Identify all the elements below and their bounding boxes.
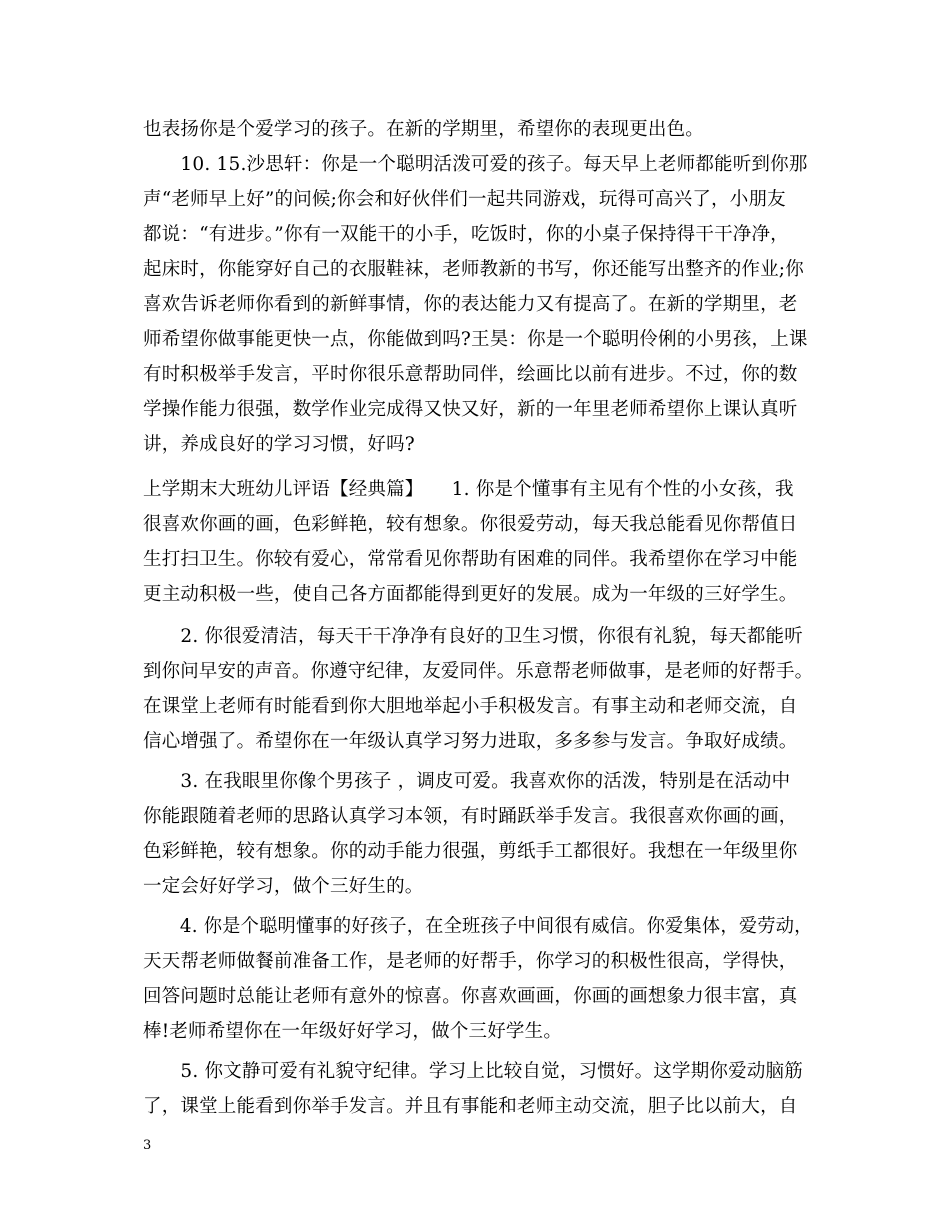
text-line: 你能跟随着老师的思路认真学习本领，有时踊跃举手发言。我很喜欢你画的画， [143,806,798,827]
text-line: 在课堂上老师有时能看到你大胆地举起小手积极发言。有事主动和老师交流，自 [143,696,798,717]
section-heading-line: 上学期末大班幼儿评语【经典篇】 1. 你是个懂事有主见有个性的小女孩，我 [143,479,794,500]
text-line: 都说：“有进步。”你有一双能干的小手，吃饭时，你的小桌子保持得干干净净， [143,224,789,245]
text-line: 喜欢告诉老师你看到的新鲜事情，你的表达能力又有提高了。在新的学期里，老 [143,294,798,315]
text-line: 了，课堂上能看到你举手发言。并且有事能和老师主动交流，胆子比以前大，自 [143,1096,798,1117]
text-line: 信心增强了。希望你在一年级认真学习努力进取，多多参与发言。争取好成绩。 [143,731,798,752]
text-line: 2. 你很爱清洁，每天干干净净有良好的卫生习惯，你很有礼貌，每天都能听 [143,626,803,647]
text-line: 起床时，你能穿好自己的衣服鞋袜，老师教新的书写，你还能写出整齐的作业;你 [143,259,804,280]
text-line: 更主动积极一些，使自己各方面都能得到更好的发展。成为一年级的三好学生。 [143,584,798,605]
text-line: 5. 你文静可爱有礼貌守纪律。学习上比较自觉，习惯好。这学期你爱动脑筋 [143,1061,803,1082]
text-line: 一定会好好学习，做个三好生的。 [143,876,424,897]
page-number: 3 [143,1138,152,1153]
text-line: 回答问题时总能让老师有意外的惊喜。你喜欢画画，你画的画想象力很丰富，真 [143,986,798,1007]
text-line: 4. 你是个聪明懂事的好孩子，在全班孩子中间很有威信。你爱集体，爱劳动， [143,916,813,937]
text-line: 声“老师早上好”的问候;你会和好伙伴们一起共同游戏，玩得可高兴了，小朋友 [143,189,786,210]
text-line: 色彩鲜艳，较有想象。你的动手能力很强，剪纸手工都很好。我想在一年级里你 [143,841,798,862]
text-line: 讲，养成良好的学习习惯，好吗? [143,434,415,455]
text-line: 天天帮老师做餐前准备工作，是老师的好帮手，你学习的积极性很高，学得快， [143,951,798,972]
text-line: 有时积极举手发言，平时你很乐意帮助同伴，绘画比以前有进步。不过，你的数 [143,364,798,385]
text-line: 也表扬你是个爱学习的孩子。在新的学期里，希望你的表现更出色。 [143,119,705,140]
text-line: 师希望你做事能更快一点，你能做到吗?王昊：你是一个聪明伶俐的小男孩，上课 [143,329,808,350]
text-line: 3. 在我眼里你像个男孩子 ，调皮可爱。我喜欢你的活泼，特别是在活动中 [143,771,791,792]
text-line: 10. 15.沙思轩：你是一个聪明活泼可爱的孩子。每天早上老师都能听到你那 [143,154,808,175]
text-line: 棒!老师希望你在一年级好好学习，做个三好学生。 [143,1021,563,1042]
text-line: 很喜欢你画的画，色彩鲜艳，较有想象。你很爱劳动，每天我总能看见你帮值日 [143,514,798,535]
text-line: 生打扫卫生。你较有爱心，常常看见你帮助有困难的同伴。我希望你在学习中能 [143,549,798,570]
text-line: 学操作能力很强，数学作业完成得又快又好，新的一年里老师希望你上课认真听 [143,399,798,420]
text-line: 到你问早安的声音。你遵守纪律，友爱同伴。乐意帮老师做事，是老师的好帮手。 [143,661,814,682]
